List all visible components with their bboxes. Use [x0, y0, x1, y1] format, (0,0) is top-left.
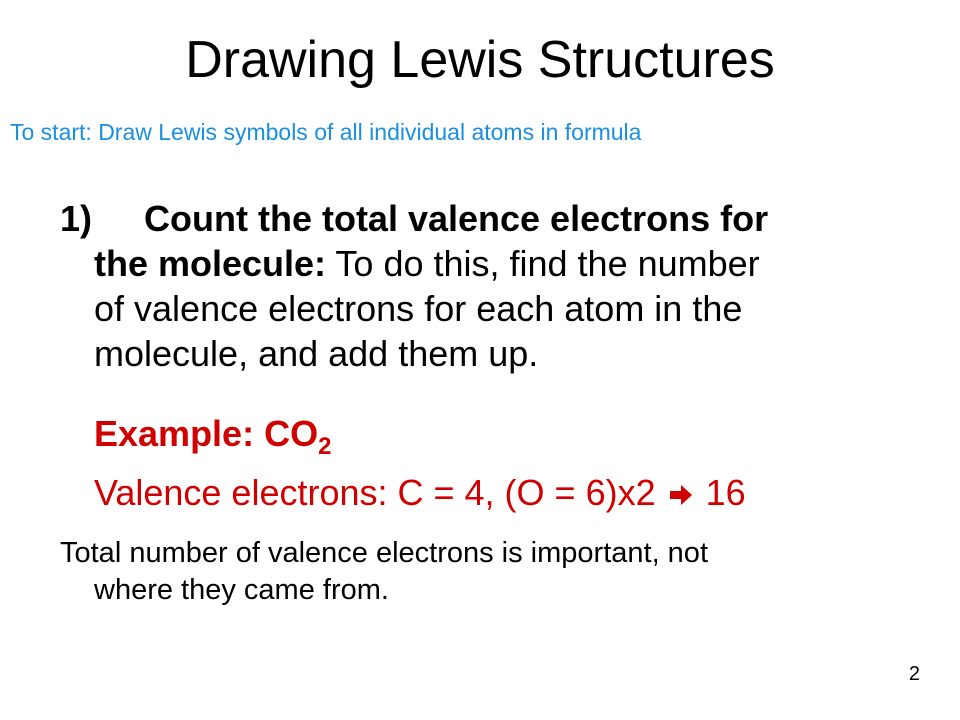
valence-text: Valence electrons: C = 4, (O = 6)x2: [94, 472, 656, 513]
step-text-line-3: of valence electrons for each atom in the: [94, 288, 743, 329]
example-subscript: 2: [318, 433, 332, 461]
right-arrow-icon: [666, 470, 696, 515]
step-number: 1): [60, 198, 93, 239]
step-text-line-4: molecule, and add them up.: [94, 333, 539, 374]
valence-result: 16: [705, 472, 746, 513]
example-label: [94, 411, 331, 469]
note-line-1: Total number of valence electrons is important, not: [60, 537, 708, 569]
note: [60, 535, 920, 609]
step-text-line-2: To do this, find the number: [326, 243, 760, 284]
slide-title: Drawing Lewis Structures: [185, 31, 775, 89]
valence-line: [94, 470, 746, 515]
step-bold-lead-2: the molecule:: [94, 243, 327, 284]
step-bold-lead-1: Count the total valence electrons for: [144, 198, 769, 239]
step-1-line-1: [60, 196, 920, 241]
step-1: [60, 196, 920, 376]
page-number: 2: [908, 663, 920, 685]
slide-subtitle: To start: Draw Lewis symbols of all individual atoms in formula: [10, 119, 642, 145]
example-formula: Example: CO: [94, 413, 319, 454]
step-1-line-2: [60, 241, 920, 286]
note-line-2: where they came from.: [94, 574, 389, 606]
